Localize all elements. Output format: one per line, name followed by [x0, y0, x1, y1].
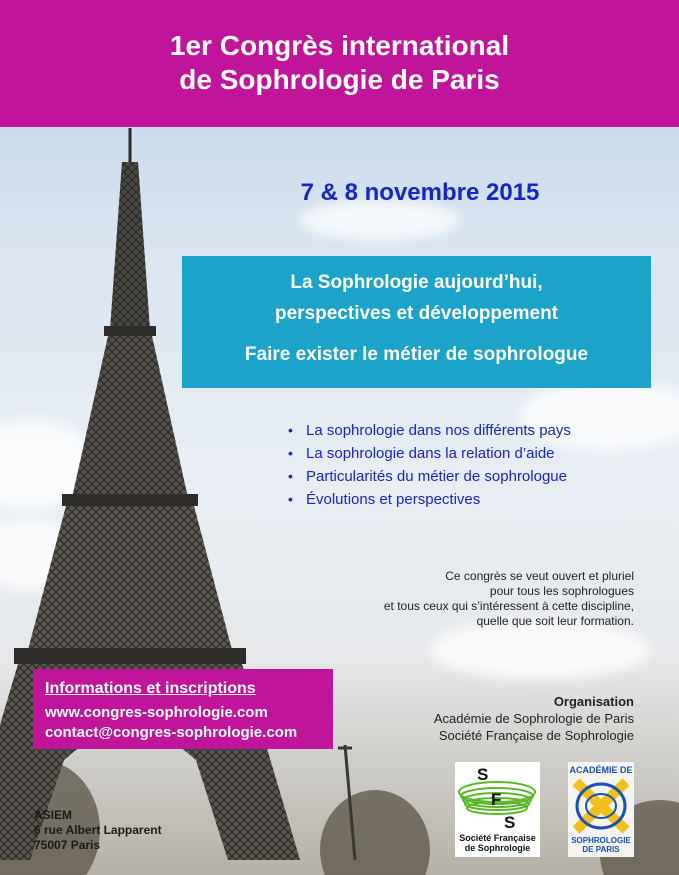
- header-banner: [0, 0, 679, 127]
- venue-address: [34, 808, 162, 853]
- theme-line-1: La Sophrologie aujourd’hui,: [290, 272, 543, 293]
- email-link[interactable]: contact@congres-sophrologie.com: [45, 724, 298, 741]
- topic-item: • Particularités du métier de sophrologue: [288, 465, 571, 488]
- bullet-icon: •: [288, 422, 293, 438]
- organisation-title: Organisation: [553, 694, 634, 709]
- sfs-letter: S: [477, 765, 489, 784]
- academy-logo: ACADÉMIE DE SOPHROLOGIE DE PARIS: [568, 762, 634, 857]
- website-link[interactable]: www.congres-sophrologie.com: [45, 704, 268, 721]
- venue-city: 75007 Paris: [34, 838, 101, 852]
- bullet-icon: •: [288, 468, 293, 484]
- topics-list: [288, 419, 571, 511]
- sfs-letter: F: [491, 790, 502, 809]
- sfs-logo: S F S Société Française de Sophrologie: [455, 762, 540, 857]
- info-title: Informations et inscriptions: [45, 680, 256, 697]
- organisation-block: [434, 693, 634, 744]
- event-title-line-2: de Sophrologie de Paris: [179, 64, 500, 95]
- academy-logo-icon: [568, 776, 634, 836]
- info-box: [33, 669, 333, 749]
- organisation-society: Société Française de Sophrologie: [438, 728, 634, 743]
- intro-text: Ce congrès se veut ouvert et pluriel pour tous les sophrologues et tous ceux qui s’intéressent à cette discipline, quelle que soit leur formation.: [383, 569, 634, 628]
- theme-line-3: Faire exister le métier de sophrologue: [244, 344, 589, 365]
- theme-box: [182, 256, 651, 388]
- bullet-icon: •: [288, 445, 293, 461]
- topic-item: • La sophrologie dans nos différents pays: [288, 419, 571, 442]
- sfs-letter: S: [504, 813, 516, 832]
- event-title-line-1: 1er Congrès international: [169, 30, 510, 61]
- topic-item: • Évolutions et perspectives: [288, 488, 571, 511]
- event-date: 7 & 8 novembre 2015: [300, 179, 540, 206]
- bullet-icon: •: [288, 491, 293, 507]
- sfs-logo-icon: [455, 762, 540, 832]
- venue-street: 6 rue Albert Lapparent: [34, 823, 162, 837]
- topic-item: • La sophrologie dans la relation d’aide: [288, 442, 571, 465]
- organisation-academy: Académie de Sophrologie de Paris: [433, 711, 634, 726]
- venue-name: ASIEM: [34, 808, 73, 822]
- theme-line-2: perspectives et développement: [275, 303, 558, 324]
